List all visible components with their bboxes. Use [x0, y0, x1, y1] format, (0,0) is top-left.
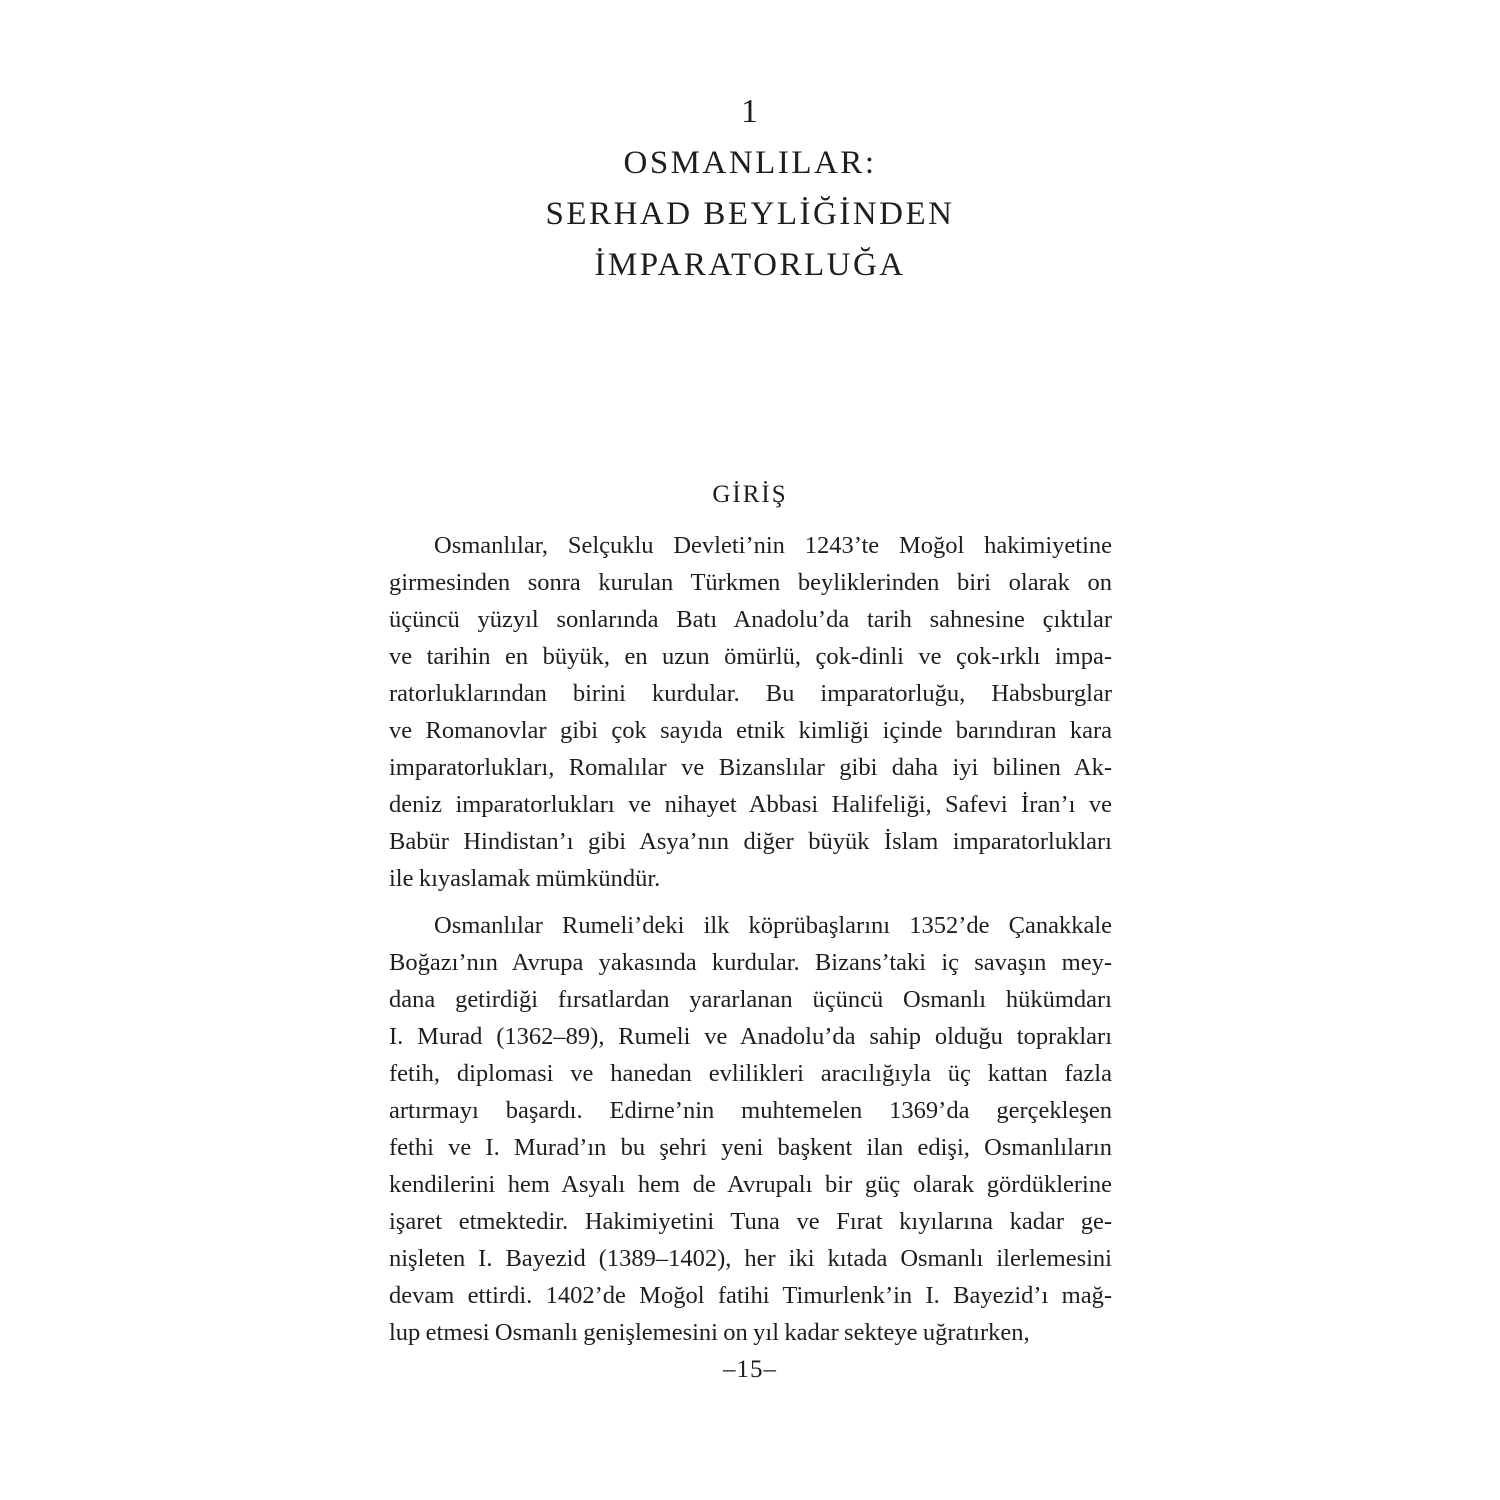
- paragraph: [389, 907, 1112, 1351]
- text-line: kendilerini hem Asyalı hem de Avrupalı bir güç olarak gördüklerine: [389, 1171, 1112, 1198]
- text-line: üçüncü yüzyıl sonlarında Batı Anadolu’da tarih sahnesine çıktılar: [389, 606, 1112, 633]
- text-line: I. Murad (1362–89), Rumeli ve Anadolu’da sahip olduğu toprakları: [389, 1023, 1112, 1050]
- page-number: –15–: [723, 1356, 777, 1383]
- text-line: nişleten I. Bayezid (1389–1402), her iki kıtada Osmanlı ilerlemesini: [389, 1245, 1112, 1272]
- chapter-title-line-2: SERHAD BEYLİĞİNDEN: [545, 196, 955, 232]
- text-line: ratorluklarından birini kurdular. Bu imparatorluğu, Habsburglar: [389, 680, 1112, 707]
- text-line: artırmayı başardı. Edirne’nin muhtemelen 1369’da gerçekleşen: [389, 1097, 1112, 1124]
- chapter-number: 1: [741, 93, 759, 130]
- text-line: dana getirdiği fırsatlardan yararlanan üçüncü Osmanlı hükümdarı: [389, 986, 1112, 1013]
- text-line: devam ettirdi. 1402’de Moğol fatihi Timurlenk’in I. Bayezid’ı mağ-: [389, 1282, 1112, 1309]
- text-line: Boğazı’nın Avrupa yakasında kurdular. Bizans’taki iç savaşın mey-: [389, 949, 1112, 976]
- text-line: Babür Hindistan’ı gibi Asya’nın diğer büyük İslam imparatorlukları: [389, 828, 1112, 855]
- text-line: ve tarihin en büyük, en uzun ömürlü, çok-dinli ve çok-ırklı impa-: [389, 643, 1112, 670]
- text-line: deniz imparatorlukları ve nihayet Abbasi Halifeliği, Safevi İran’ı ve: [389, 791, 1112, 818]
- text-line: Osmanlılar Rumeli’deki ilk köprübaşlarını 1352’de Çanakkale: [434, 912, 1112, 939]
- chapter-title-line-1: OSMANLILAR:: [623, 145, 877, 181]
- paragraph: [389, 527, 1112, 897]
- text-line: girmesinden sonra kurulan Türkmen beyliklerinden biri olarak on: [389, 569, 1112, 596]
- text-line: işaret etmektedir. Hakimiyetini Tuna ve Fırat kıyılarına kadar ge-: [389, 1208, 1112, 1235]
- text-line: fethi ve I. Murad’ın bu şehri yeni başkent ilan edişi, Osmanlıların: [389, 1134, 1112, 1161]
- text-line: imparatorlukları, Romalılar ve Bizanslılar gibi daha iyi bilinen Ak-: [389, 754, 1112, 781]
- text-line: ile kıyaslamak mümkündür.: [389, 865, 661, 892]
- text-line: lup etmesi Osmanlı genişlemesini on yıl kadar sekteye uğratırken,: [389, 1319, 1030, 1346]
- text-line: ve Romanovlar gibi çok sayıda etnik kimliği içinde barındıran kara: [389, 717, 1112, 744]
- text-line: Osmanlılar, Selçuklu Devleti’nin 1243’te Moğol hakimiyetine: [434, 532, 1112, 559]
- chapter-header: [0, 86, 1500, 291]
- text-line: fetih, diplomasi ve hanedan evlilikleri aracılığıyla üç kattan fazla: [389, 1060, 1112, 1087]
- body-text: [389, 527, 1112, 1351]
- section-heading: GİRİŞ: [712, 481, 788, 508]
- chapter-title-line-3: İMPARATORLUĞA: [594, 247, 906, 283]
